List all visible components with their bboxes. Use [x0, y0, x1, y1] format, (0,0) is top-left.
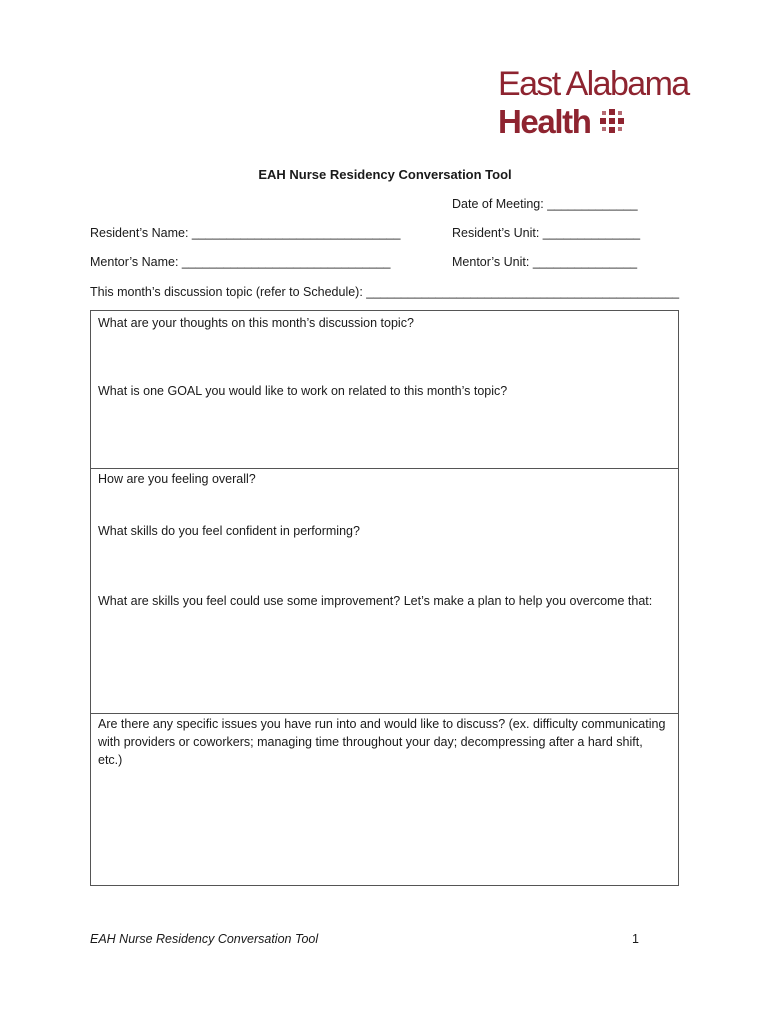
question-goal: What is one GOAL you would like to work on related to this month’s topic? [98, 384, 508, 398]
mentors-unit-field: Mentor’s Unit: _______________ [452, 255, 638, 269]
discussion-topic-field: This month’s discussion topic (refer to Schedule): _____________________________________________ [90, 285, 680, 299]
conversation-form-table [90, 310, 679, 886]
residents-unit-field: Resident’s Unit: ______________ [452, 226, 641, 240]
date-of-meeting-field: Date of Meeting: _____________ [452, 197, 638, 211]
residents-name-field: Resident’s Name: ______________________________ [90, 226, 401, 240]
question-confident-skills: What skills do you feel confident in performing? [98, 524, 360, 538]
footer-title: EAH Nurse Residency Conversation Tool [90, 932, 319, 946]
cross-grid-icon [599, 108, 625, 134]
mentors-name-field: Mentor’s Name: ______________________________ [90, 255, 391, 269]
form-section-topic [91, 311, 678, 468]
form-section-wellbeing-skills [91, 468, 678, 713]
logo-line1: East Alabama [498, 65, 689, 103]
page-number: 1 [632, 932, 639, 946]
question-specific-issues: Are there any specific issues you have run into and would like to discuss? (ex. difficulty communicating with providers or coworkers; managing time throughout your day; decompressing after a hard shift, etc.) [98, 717, 666, 767]
question-feeling-overall: How are you feeling overall? [98, 472, 256, 486]
logo-line2: Health [498, 103, 591, 140]
document-title: EAH Nurse Residency Conversation Tool [258, 167, 512, 182]
question-improvement-skills: What are skills you feel could use some improvement? Let’s make a plan to help you overcome that: [98, 594, 653, 608]
form-section-issues [91, 713, 678, 885]
east-alabama-health-logo [498, 66, 688, 138]
question-thoughts-on-topic: What are your thoughts on this month’s discussion topic? [98, 316, 414, 330]
